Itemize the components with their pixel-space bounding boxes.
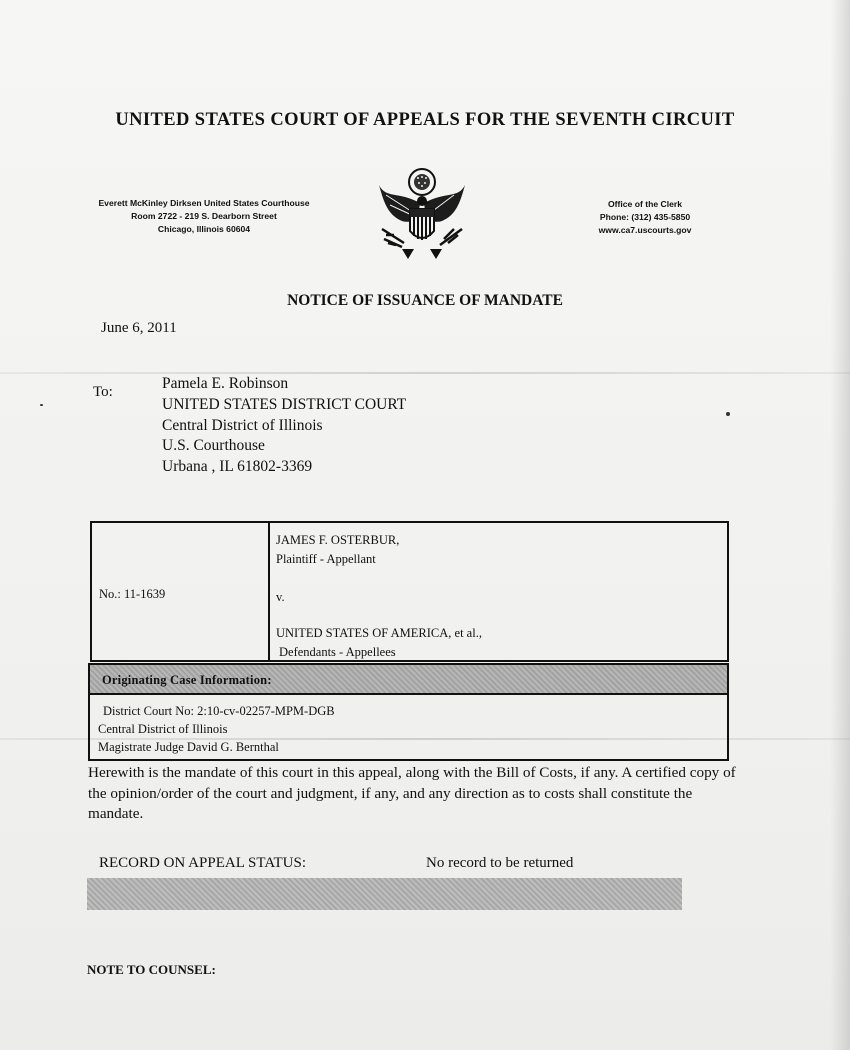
- recipient-line: Central District of Illinois: [162, 416, 323, 434]
- address-line: Everett McKinley Dirksen United States Courthouse: [98, 198, 310, 208]
- eagle-seal-icon: [374, 163, 470, 261]
- defendant-role: Defendants - Appellees: [279, 645, 396, 659]
- to-label: To:: [93, 384, 113, 400]
- shaded-bar: [87, 878, 682, 910]
- originating-case-header: [88, 663, 729, 695]
- originating-case-box: [88, 695, 729, 761]
- originating-case-label: Originating Case Information:: [102, 673, 272, 687]
- note-to-counsel-heading: NOTE TO COUNSEL:: [87, 962, 216, 977]
- defendant-name: UNITED STATES OF AMERICA, et al.,: [276, 626, 482, 640]
- recipient-line: U.S. Courthouse: [162, 437, 265, 455]
- recipient-address: [162, 374, 406, 478]
- recipient-line: Urbana , IL 61802-3369: [162, 458, 313, 476]
- page-edge-shadow: [830, 0, 850, 1050]
- plaintiff-role: Plaintiff - Appellant: [276, 552, 376, 566]
- magistrate-judge: Magistrate Judge David G. Bernthal: [98, 740, 279, 754]
- clerk-contact: [570, 198, 720, 237]
- case-number: No.: 11-1639: [99, 587, 166, 601]
- district-name: Central District of Illinois: [98, 722, 228, 736]
- address-line: Chicago, Illinois 60604: [157, 224, 251, 234]
- notice-title: NOTICE OF ISSUANCE OF MANDATE: [287, 292, 563, 309]
- scan-speck: [40, 404, 43, 406]
- contact-line: Office of the Clerk: [607, 199, 683, 209]
- contact-line: Phone: (312) 435-5850: [599, 212, 691, 222]
- contact-line: www.ca7.uscourts.gov: [598, 225, 692, 235]
- notice-date: June 6, 2011: [101, 320, 177, 336]
- courthouse-address: [88, 197, 320, 236]
- mandate-paragraph: Herewith is the mandate of this court in this appeal, along with the Bill of Costs, if any. A certified copy of the opinion/order of the court and judgment, if any, and any direction as to costs shall constitute the mandate.: [88, 764, 736, 822]
- district-court-number: District Court No: 2:10-cv-02257-MPM-DGB: [103, 704, 335, 718]
- plaintiff-name: JAMES F. OSTERBUR,: [276, 533, 400, 547]
- court-title: UNITED STATES COURT OF APPEALS FOR THE SEVENTH CIRCUIT: [115, 110, 735, 130]
- table-divider: [268, 523, 270, 662]
- case-caption-table: [90, 521, 729, 662]
- recipient-name: Pamela E. Robinson: [162, 375, 289, 392]
- address-line: Room 2722 - 219 S. Dearborn Street: [131, 211, 277, 221]
- paper-fold-line: [0, 372, 850, 374]
- versus-label: v.: [276, 590, 285, 604]
- scan-speck: [726, 412, 730, 416]
- recipient-line: UNITED STATES DISTRICT COURT: [162, 395, 407, 413]
- record-status-label: RECORD ON APPEAL STATUS:: [99, 855, 307, 871]
- record-status-value: No record to be returned: [426, 855, 574, 871]
